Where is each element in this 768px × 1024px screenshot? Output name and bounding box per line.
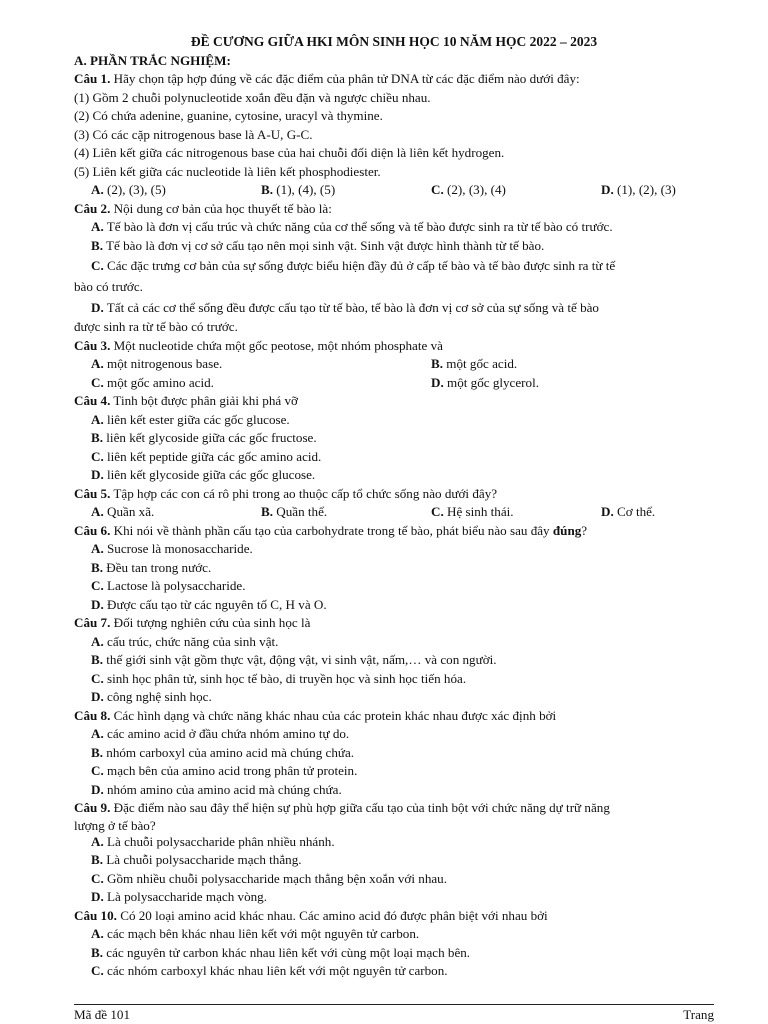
option-letter: C.: [91, 963, 104, 978]
option-c[interactable]: [74, 870, 714, 889]
option-c[interactable]: [74, 577, 714, 596]
option-letter: B.: [91, 744, 104, 760]
option-d[interactable]: [74, 466, 714, 485]
question-label: Câu 9.: [74, 800, 111, 815]
question-label: Câu 8.: [74, 707, 111, 723]
option-b[interactable]: [74, 651, 714, 670]
question-10: [74, 907, 714, 926]
option-c[interactable]: [74, 762, 714, 781]
question-text: Đối tượng nghiên cứu của sinh học là: [110, 615, 311, 630]
option-b[interactable]: [74, 744, 714, 763]
option-c[interactable]: [74, 448, 714, 467]
section-heading: A. PHẦN TRẮC NGHIỆM:: [74, 52, 231, 68]
option-letter: A.: [91, 504, 104, 519]
option-a[interactable]: [74, 633, 714, 652]
option-text: các nhóm carboxyl khác nhau liên kết với một nguyên tử carbon.: [103, 963, 448, 978]
option-text: cấu trúc, chức năng của sinh vật.: [103, 633, 279, 649]
option-text: Tất cả các cơ thể sống đều được cấu tạo từ tế bào, tế bào là đơn vị cơ sở của sự sống và tế bào: [103, 300, 599, 315]
option-letter: A.: [91, 833, 104, 849]
option-text: Là chuỗi polysaccharide mạch thẳng.: [103, 852, 302, 867]
statement-item: (1) Gồm 2 chuỗi polynucleotide xoắn đều đặn và ngược chiều nhau.: [74, 89, 431, 105]
option-letter: D.: [91, 689, 104, 704]
option-letter: D.: [91, 300, 104, 315]
option-b[interactable]: [74, 429, 714, 448]
option-text: Cơ thể.: [613, 504, 656, 519]
option-letter: A.: [91, 182, 104, 197]
option-d[interactable]: [431, 374, 768, 393]
option-text: các nguyên tử carbon khác nhau liên kết với cùng một loại mạch bên.: [103, 944, 471, 960]
question-label: Câu 4.: [74, 393, 111, 408]
option-letter: A.: [91, 356, 104, 371]
option-text: liên kết ester giữa các gốc glucose.: [103, 411, 290, 427]
option-letter: C.: [431, 504, 444, 519]
document-page: [74, 33, 714, 981]
option-letter: D.: [601, 504, 614, 519]
option-letter: D.: [91, 596, 104, 612]
option-text: Tế bào là đơn vị cơ sở cấu tạo nên mọi sinh vật. Sinh vật được hình thành từ tế bào.: [103, 237, 545, 253]
option-c[interactable]: [74, 255, 714, 276]
option-text: (1), (4), (5): [273, 182, 336, 197]
question-text: Một nucleotide chứa một gốc peotose, một nhóm phosphate và: [110, 337, 443, 353]
options-row: [74, 503, 714, 522]
option-d[interactable]: [74, 596, 714, 615]
question-text: Nội dung cơ bản của học thuyết tế bào là:: [110, 200, 332, 216]
option-letter: C.: [91, 670, 104, 686]
option-letter: C.: [91, 763, 104, 778]
option-a[interactable]: [74, 540, 714, 559]
option-letter: B.: [261, 182, 274, 197]
question-6: [74, 522, 714, 541]
question-9: [74, 799, 714, 818]
option-letter: B.: [91, 237, 104, 253]
option-text: Tế bào là đơn vị cấu trúc và chức năng của cơ thể sống và tế bào được sinh ra từ tế bào có trước.: [103, 219, 613, 234]
option-d-continuation: được sinh ra từ tế bào có trước.: [74, 319, 238, 334]
question-5: [74, 485, 714, 504]
option-text: một gốc amino acid.: [103, 374, 214, 390]
page-footer: [74, 1004, 714, 1023]
option-letter: D.: [91, 467, 104, 482]
option-text: các amino acid ở đầu chứa nhóm amino tự do.: [103, 726, 350, 741]
option-a[interactable]: [74, 925, 714, 944]
question-label: Câu 7.: [74, 615, 111, 630]
option-letter: A.: [91, 726, 104, 741]
option-c[interactable]: [74, 670, 714, 689]
option-text: Quần thể.: [273, 504, 328, 519]
options-row: [74, 374, 714, 393]
question-text: Tinh bột được phân giải khi phá vỡ: [110, 393, 298, 408]
option-letter: A.: [91, 926, 104, 941]
statement-item: (4) Liên kết giữa các nitrogenous base của hai chuỗi đối diện là liên kết hydrogen.: [74, 145, 505, 160]
question-label: Câu 6.: [74, 522, 111, 538]
option-text: mạch bên của amino acid trong phân tử protein.: [103, 763, 358, 778]
option-d[interactable]: [74, 888, 714, 907]
option-c[interactable]: [431, 503, 601, 522]
question-text: Tập hợp các con cá rô phi trong ao thuộc cấp tổ chức sống nào dưới đây?: [110, 485, 498, 501]
option-text: Lactose là polysaccharide.: [103, 578, 246, 593]
option-d[interactable]: [74, 688, 714, 707]
option-text: Quần xã.: [103, 504, 155, 519]
option-text: một gốc glycerol.: [443, 374, 540, 390]
option-c[interactable]: [91, 374, 431, 393]
statement-item: (2) Có chứa adenine, guanine, cytosine, uracyl và thymine.: [74, 108, 383, 123]
option-text: một nitrogenous base.: [103, 356, 223, 371]
option-b[interactable]: [261, 503, 431, 522]
option-text: (1), (2), (3): [613, 182, 676, 197]
page-label: Trang: [683, 1007, 714, 1022]
question-label: Câu 5.: [74, 485, 111, 501]
question-4: [74, 392, 714, 411]
option-text: thế giới sinh vật gồm thực vật, động vật, vi sinh vật, nấm,… và con người.: [103, 652, 497, 667]
option-letter: B.: [261, 504, 274, 519]
question-text: Hãy chọn tập hợp đúng về các đặc điểm của phân tử DNA từ các đặc điểm nào dưới đây:: [110, 71, 580, 86]
option-d[interactable]: [74, 297, 714, 318]
question-text: Các hình dạng và chức năng khác nhau của các protein khác nhau được xác định bởi: [110, 707, 557, 723]
option-c-continuation: bào có trước.: [74, 279, 143, 294]
option-d[interactable]: [601, 503, 768, 522]
option-text: liên kết peptide giữa các gốc amino acid.: [103, 448, 322, 464]
option-letter: B.: [91, 944, 104, 960]
option-letter: D.: [431, 374, 444, 390]
option-text: Là polysaccharide mạch vòng.: [103, 889, 267, 904]
question-label: Câu 1.: [74, 71, 111, 86]
question-text-end: ?: [581, 522, 588, 538]
option-text: các mạch bên khác nhau liên kết với một nguyên tử carbon.: [103, 926, 420, 941]
option-text: Gồm nhiều chuỗi polysaccharide mạch thẳng bện xoắn với nhau.: [103, 870, 447, 886]
option-letter: A.: [91, 219, 104, 234]
question-label: Câu 10.: [74, 907, 117, 923]
option-letter: D.: [91, 889, 104, 904]
question-text: Có 20 loại amino acid khác nhau. Các amino acid đó được phân biệt với nhau bởi: [116, 907, 548, 923]
option-text: Là chuỗi polysaccharide phân nhiều nhánh.: [103, 833, 335, 849]
option-letter: B.: [91, 430, 104, 445]
question-3: [74, 337, 714, 356]
option-letter: C.: [91, 258, 104, 273]
options-row: [74, 355, 714, 374]
option-letter: C.: [91, 374, 104, 390]
option-letter: A.: [91, 541, 104, 556]
option-b[interactable]: [74, 559, 714, 578]
option-a[interactable]: [74, 411, 714, 430]
option-text: công nghệ sinh học.: [103, 689, 212, 704]
option-letter: B.: [431, 356, 444, 371]
option-a[interactable]: [91, 355, 431, 374]
option-b[interactable]: [74, 944, 714, 963]
option-b[interactable]: [261, 181, 431, 200]
question-2: [74, 200, 714, 219]
option-text: nhóm amino của amino acid mà chúng chứa.: [103, 781, 342, 797]
option-text: (2), (3), (5): [103, 182, 166, 197]
option-letter: A.: [91, 411, 104, 427]
option-text: sinh học phân tử, sinh học tế bào, di truyền học và sinh học tiến hóa.: [103, 670, 467, 686]
statement-item: (3) Có các cặp nitrogenous base là A-U, G-C.: [74, 126, 313, 142]
option-text: Các đặc trưng cơ bản của sự sống được biểu hiện đầy đủ ở cấp tế bào và tế bào được sinh ra từ tế: [103, 258, 616, 273]
option-a[interactable]: [74, 218, 714, 237]
document-title: ĐỀ CƯƠNG GIỮA HKI MÔN SINH HỌC 10 NĂM HỌC 2022 – 2023: [190, 34, 598, 49]
option-text: Hệ sinh thái.: [443, 504, 514, 519]
option-letter: B.: [91, 852, 104, 867]
question-text: Đặc điểm nào sau đây thể hiện sự phù hợp giữa cấu tạo của tinh bột với chức năng dự trữ năng: [110, 800, 610, 815]
option-text: Được cấu tạo từ các nguyên tố C, H và O.: [103, 596, 327, 612]
option-a[interactable]: [74, 833, 714, 852]
option-c[interactable]: [431, 181, 601, 200]
option-letter: D.: [601, 182, 614, 197]
option-text: liên kết glycoside giữa các gốc fructose.: [103, 430, 317, 445]
question-9-continuation: lượng ở tế bào?: [74, 817, 156, 833]
question-label: Câu 2.: [74, 200, 111, 216]
option-letter: C.: [91, 448, 104, 464]
option-d[interactable]: [601, 181, 768, 200]
question-8: [74, 707, 714, 726]
option-letter: A.: [91, 633, 104, 649]
question-7: [74, 614, 714, 633]
option-a[interactable]: [74, 725, 714, 744]
option-d[interactable]: [74, 781, 714, 800]
option-text: (2), (3), (4): [443, 182, 506, 197]
option-letter: C.: [431, 182, 444, 197]
option-text: liên kết glycoside giữa các gốc glucose.: [103, 467, 316, 482]
option-letter: B.: [91, 559, 104, 575]
option-b[interactable]: [74, 851, 714, 870]
option-c[interactable]: [74, 962, 714, 981]
option-letter: D.: [91, 781, 104, 797]
option-a[interactable]: [91, 181, 261, 200]
option-letter: C.: [91, 578, 104, 593]
option-text: nhóm carboxyl của amino acid mà chúng chứa.: [103, 744, 355, 760]
question-emphasis: đúng: [552, 522, 582, 538]
options-row: [74, 181, 714, 200]
question-label: Câu 3.: [74, 337, 111, 353]
statement-item: (5) Liên kết giữa các nucleotide là liên kết phosphodiester.: [74, 163, 381, 179]
option-letter: C.: [91, 870, 104, 886]
option-text: Sucrose là monosaccharide.: [103, 541, 253, 556]
option-b[interactable]: [431, 355, 768, 374]
option-text: Đều tan trong nước.: [103, 559, 212, 575]
option-a[interactable]: [91, 503, 261, 522]
question-text: Khi nói về thành phần cấu tạo của carbohydrate trong tế bào, phát biểu nào sau đây: [110, 522, 553, 538]
option-b[interactable]: [74, 237, 714, 256]
option-text: một gốc acid.: [443, 356, 518, 371]
option-letter: B.: [91, 652, 104, 667]
exam-code: Mã đề 101: [74, 1007, 131, 1022]
question-1: [74, 70, 714, 89]
